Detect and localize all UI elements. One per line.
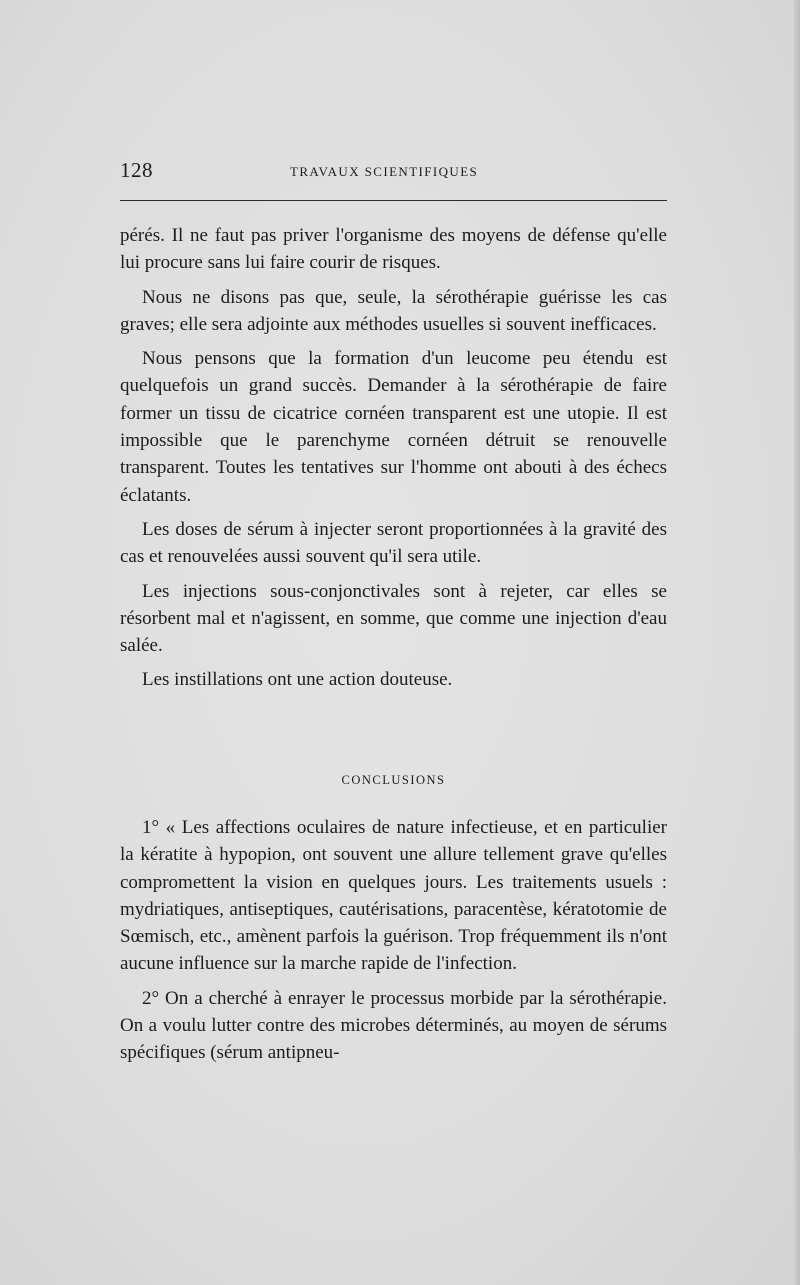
page-header <box>120 158 665 188</box>
body-text <box>120 222 667 694</box>
paragraph: Nous pensons que la formation d'un leucome peu étendu est quelquefois un grand succès. Demander à la sérothérapie de faire former un tissu de cicatrice cornéen transparent est une utopie. Il est impossible que le parenchyme cornéen détruit se renouvelle transparent. Toutes les tentatives sur l'homme ont abouti à des échecs éclatants. <box>120 348 667 506</box>
paragraph: Les doses de sérum à injecter seront proportionnées à la gravité des cas et renouvelées aussi souvent qu'il sera utile. <box>120 518 667 568</box>
section-heading: CONCLUSIONS <box>341 773 446 787</box>
conclusions-text <box>120 814 667 1067</box>
page-edge-shadow <box>794 0 800 1285</box>
paragraph: Les injections sous-conjonctivales sont à rejeter, car elles se résorbent mal et n'agissent, en somme, que comme une injection d'eau salée. <box>120 580 667 657</box>
header-rule <box>120 200 667 201</box>
conclusion-item: 2° On a cherché à enrayer le processus morbide par la sérothérapie. On a voulu lutter contre des microbes déterminés, au moyen de sérums spécifiques (sérum antipneu- <box>120 987 667 1064</box>
page-number: 128 <box>120 158 153 182</box>
paragraph: pérés. Il ne faut pas priver l'organisme des moyens de défense qu'elle lui procure sans lui faire courir de risques. <box>120 225 667 274</box>
paragraph: Les instillations ont une action douteuse. <box>142 669 453 691</box>
conclusion-item: 1° « Les affections oculaires de nature infectieuse, et en particulier la kératite à hypopion, ont souvent une allure tellement grave qu'elles compromettent la vision en quelques jours. Les traitements usuels : mydriatiques, antiseptiques, cautérisations, paracentèse, kératotomie de Sœmisch, etc., amènent parfois la guérison. Trop fréquemment ils n'ont aucune influence sur la marche rapide de l'infection. <box>120 817 667 975</box>
paragraph: Nous ne disons pas que, seule, la sérothérapie guérisse les cas graves; elle sera adjointe aux méthodes usuelles si souvent inefficaces. <box>120 286 667 335</box>
running-title: TRAVAUX SCIENTIFIQUES <box>290 164 479 179</box>
